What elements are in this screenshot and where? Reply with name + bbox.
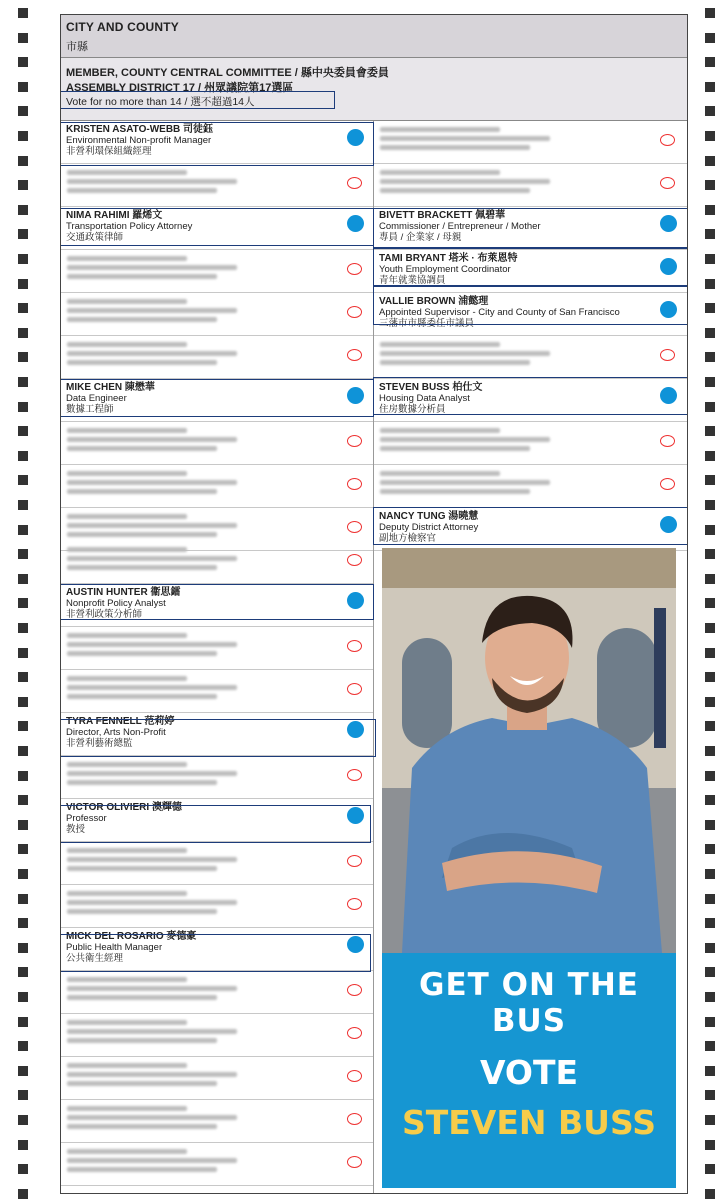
vote-oval[interactable]: [660, 134, 675, 146]
candidate-title: Director, Arts Non-Profit: [66, 727, 166, 738]
obscured-text: [380, 342, 550, 369]
candidate-row-obscured[interactable]: [61, 541, 373, 584]
candidate-row-obscured[interactable]: [61, 422, 373, 465]
timing-mark: [705, 598, 715, 608]
timing-mark: [705, 771, 715, 781]
timing-mark: [705, 426, 715, 436]
candidate-title: Transportation Policy Attorney: [66, 221, 193, 232]
timing-mark: [705, 918, 715, 928]
timing-mark: [18, 131, 28, 141]
timing-mark: [705, 795, 715, 805]
timing-mark: [18, 623, 28, 633]
timing-mark: [18, 352, 28, 362]
candidate-row-obscured[interactable]: [61, 293, 373, 336]
timing-mark: [18, 180, 28, 190]
timing-mark: [18, 1041, 28, 1051]
timing-mark: [705, 549, 715, 559]
vote-oval[interactable]: [347, 898, 362, 910]
timing-mark: [705, 106, 715, 116]
timing-mark: [705, 820, 715, 830]
candidate-row-obscured[interactable]: [374, 164, 687, 207]
candidate-title-zh: 交通政策律師: [66, 232, 124, 243]
vote-oval[interactable]: [347, 554, 362, 566]
obscured-text: [380, 170, 550, 197]
obscured-text: [67, 170, 237, 197]
selection-box: [373, 208, 688, 248]
section-header: [61, 15, 687, 58]
timing-mark: [705, 894, 715, 904]
timing-mark: [18, 156, 28, 166]
timing-mark: [705, 967, 715, 977]
vote-oval[interactable]: [347, 521, 362, 533]
candidate-name: KRISTEN ASATO-WEBB 司徒鈺: [66, 124, 214, 135]
selection-box: [373, 248, 688, 286]
timing-mark: [705, 1115, 715, 1125]
timing-mark: [18, 57, 28, 67]
timing-mark: [18, 82, 28, 92]
timing-mark: [18, 475, 28, 485]
timing-mark: [18, 648, 28, 658]
obscured-text: [380, 127, 550, 154]
promo-candidate: STEVEN BUSS: [401, 1103, 656, 1142]
selection-box: [373, 507, 688, 545]
timing-mark: [705, 697, 715, 707]
obscured-text: [67, 547, 237, 574]
vote-oval[interactable]: [347, 349, 362, 361]
candidate-row-obscured[interactable]: [61, 1057, 373, 1100]
timing-mark: [18, 328, 28, 338]
candidate-name: VALLIE BROWN 浦懿理: [379, 296, 489, 307]
candidate-row-obscured[interactable]: [61, 756, 373, 799]
obscured-text: [67, 428, 237, 455]
obscured-text: [67, 514, 237, 541]
selection-box: [60, 805, 371, 843]
candidate-name: TAMI BRYANT 塔米 · 布萊恩特: [379, 253, 518, 264]
candidate-name: STEVEN BUSS 柏仕文: [379, 382, 483, 393]
candidate-row-obscured[interactable]: [374, 121, 687, 164]
candidate-title: Environmental Non-profit Manager: [66, 135, 212, 146]
candidate-title: Commissioner / Entrepreneur / Mother: [379, 221, 541, 232]
timing-mark: [18, 943, 28, 953]
timing-mark: [705, 205, 715, 215]
district-title: ASSEMBLY DISTRICT 17 / 州眾議院第17選區: [66, 82, 294, 94]
obscured-text: [380, 471, 550, 498]
vote-oval[interactable]: [660, 478, 675, 490]
timing-mark: [705, 1041, 715, 1051]
timing-mark: [18, 697, 28, 707]
vote-oval[interactable]: [347, 177, 362, 189]
timing-mark: [705, 8, 715, 18]
timing-mark: [705, 525, 715, 535]
vote-oval[interactable]: [660, 177, 675, 189]
section-title-zh: 市縣: [66, 41, 88, 53]
timing-mark: [18, 672, 28, 682]
candidate-row-obscured[interactable]: [374, 422, 687, 465]
vote-oval[interactable]: [347, 306, 362, 318]
timing-mark: [18, 451, 28, 461]
timing-mark: [18, 1090, 28, 1100]
vote-oval[interactable]: [347, 640, 362, 652]
candidate-title: Housing Data Analyst: [379, 393, 470, 404]
contest-title: MEMBER, COUNTY CENTRAL COMMITTEE / 縣中央委員會委員: [66, 67, 389, 79]
timing-mark: [18, 377, 28, 387]
timing-mark: [705, 869, 715, 879]
candidate-row-obscured[interactable]: [61, 1014, 373, 1057]
vote-instruction: Vote for no more than 14 / 選不超過14人: [66, 96, 255, 108]
candidate-name: VICTOR OLIVIERI 澳輝德: [66, 802, 182, 813]
timing-mark: [18, 869, 28, 879]
timing-mark: [705, 451, 715, 461]
timing-mark: [705, 721, 715, 731]
selection-box: [60, 719, 376, 757]
timing-mark: [18, 574, 28, 584]
timing-mark: [705, 180, 715, 190]
timing-mark: [705, 648, 715, 658]
selection-box: [60, 584, 374, 620]
timing-marks-right: [705, 0, 719, 1200]
candidate-row-obscured[interactable]: [61, 670, 373, 713]
candidate-row-obscured[interactable]: [61, 465, 373, 508]
candidate-name: NANCY TUNG 湯曉慧: [379, 511, 479, 522]
vote-oval[interactable]: [347, 683, 362, 695]
timing-mark: [705, 131, 715, 141]
candidate-row-obscured[interactable]: [61, 164, 373, 207]
candidate-title-zh: 數據工程師: [66, 404, 114, 415]
candidate-name: MICK DEL ROSARIO 麥德豪: [66, 931, 197, 942]
timing-mark: [18, 229, 28, 239]
candidate-title: Nonprofit Policy Analyst: [66, 598, 166, 609]
timing-mark: [18, 918, 28, 928]
vote-oval[interactable]: [347, 769, 362, 781]
vote-oval[interactable]: [347, 855, 362, 867]
timing-mark: [705, 623, 715, 633]
obscured-text: [67, 891, 237, 918]
candidate-title-zh: 專員 / 企業家 / 母親: [379, 232, 462, 243]
candidate-photo: [382, 548, 676, 953]
candidate-row-obscured[interactable]: [61, 250, 373, 293]
timing-mark: [18, 303, 28, 313]
obscured-text: [67, 762, 237, 789]
obscured-text: [67, 848, 237, 875]
timing-mark: [18, 1066, 28, 1076]
candidate-title-zh: 非營利政策分析師: [66, 609, 143, 620]
timing-mark: [18, 1140, 28, 1150]
timing-mark: [705, 279, 715, 289]
timing-mark: [18, 8, 28, 18]
vote-oval[interactable]: [347, 1070, 362, 1082]
timing-mark: [18, 992, 28, 1002]
vote-oval[interactable]: [660, 349, 675, 361]
obscured-text: [67, 471, 237, 498]
candidate-row-obscured[interactable]: [61, 842, 373, 885]
contest-header: [61, 58, 687, 121]
candidate-row-obscured[interactable]: [61, 1143, 373, 1186]
timing-mark: [18, 500, 28, 510]
timing-mark: [18, 1115, 28, 1125]
instruction-highlight-box: [60, 91, 335, 109]
obscured-text: [67, 1106, 237, 1133]
candidate-title: Youth Employment Coordinator: [379, 264, 511, 275]
timing-mark: [705, 328, 715, 338]
vote-oval[interactable]: [347, 1156, 362, 1168]
candidate-title-zh: 教授: [66, 824, 86, 835]
timing-mark: [705, 844, 715, 854]
candidate-title-zh: 三藩市市縣委任市議員: [379, 318, 475, 329]
timing-mark: [18, 205, 28, 215]
candidate-title: Appointed Supervisor - City and County of San Francisco: [379, 307, 620, 318]
timing-mark: [18, 598, 28, 608]
candidate-row-obscured[interactable]: [61, 336, 373, 379]
timing-mark: [705, 500, 715, 510]
selection-box: [373, 286, 688, 325]
candidate-row-obscured[interactable]: [61, 885, 373, 928]
timing-mark: [705, 672, 715, 682]
timing-mark: [705, 254, 715, 264]
obscured-text: [67, 299, 237, 326]
timing-mark: [705, 1189, 715, 1199]
timing-mark: [18, 721, 28, 731]
obscured-text: [67, 1063, 237, 1090]
timing-mark: [18, 33, 28, 43]
timing-mark: [18, 549, 28, 559]
obscured-text: [67, 676, 237, 703]
vote-oval[interactable]: [347, 478, 362, 490]
obscured-text: [380, 428, 550, 455]
selection-box: [60, 122, 374, 166]
selection-box: [60, 934, 371, 972]
obscured-text: [67, 977, 237, 1004]
candidate-title-zh: 公共衛生經理: [66, 953, 124, 964]
candidate-title: Professor: [66, 813, 107, 824]
timing-mark: [705, 992, 715, 1002]
timing-mark: [18, 820, 28, 830]
candidate-name: BIVETT BRACKETT 佩碧華: [379, 210, 506, 221]
timing-mark: [705, 1017, 715, 1027]
timing-marks-left: [18, 0, 32, 1200]
obscured-text: [67, 1020, 237, 1047]
vote-oval[interactable]: [347, 1027, 362, 1039]
timing-mark: [18, 771, 28, 781]
vote-oval[interactable]: [347, 984, 362, 996]
candidate-name: NIMA RAHIMI 羅烯文: [66, 210, 163, 221]
obscured-text: [67, 633, 237, 660]
candidate-name: TYRA FENNELL 范莉婷: [66, 716, 175, 727]
timing-mark: [705, 574, 715, 584]
candidate-name: MIKE CHEN 陳懋華: [66, 382, 155, 393]
timing-mark: [705, 1090, 715, 1100]
timing-mark: [705, 229, 715, 239]
candidate-photo-illustration: [382, 548, 676, 953]
timing-mark: [705, 156, 715, 166]
timing-mark: [705, 303, 715, 313]
candidate-row-obscured[interactable]: [374, 336, 687, 379]
timing-mark: [18, 402, 28, 412]
candidate-title: Deputy District Attorney: [379, 522, 479, 533]
candidate-row-obscured[interactable]: [61, 1100, 373, 1143]
timing-mark: [705, 1164, 715, 1174]
candidate-title-zh: 非營利環保組織經理: [66, 146, 152, 157]
promo-vote: VOTE: [479, 1053, 579, 1092]
candidate-title: Data Engineer: [66, 393, 127, 404]
candidate-row-obscured[interactable]: [61, 971, 373, 1014]
candidate-title-zh: 副地方檢察官: [379, 533, 437, 544]
candidate-title-zh: 非營利藝術總監: [66, 738, 133, 749]
timing-mark: [18, 1164, 28, 1174]
obscured-text: [67, 256, 237, 283]
vote-oval[interactable]: [660, 435, 675, 447]
timing-mark: [705, 377, 715, 387]
timing-mark: [18, 844, 28, 854]
timing-mark: [18, 106, 28, 116]
timing-mark: [18, 1017, 28, 1027]
timing-mark: [18, 894, 28, 904]
section-title: CITY AND COUNTY: [66, 20, 180, 34]
timing-mark: [18, 525, 28, 535]
timing-mark: [705, 746, 715, 756]
timing-mark: [18, 795, 28, 805]
candidate-title-zh: 青年就業協調員: [379, 275, 446, 286]
timing-mark: [705, 82, 715, 92]
timing-mark: [705, 352, 715, 362]
candidate-row-obscured[interactable]: [374, 465, 687, 508]
timing-mark: [705, 33, 715, 43]
timing-mark: [705, 402, 715, 412]
timing-mark: [18, 426, 28, 436]
vote-oval[interactable]: [347, 263, 362, 275]
vote-oval[interactable]: [347, 435, 362, 447]
vote-oval[interactable]: [347, 1113, 362, 1125]
promo-headline: GET ON THE BUS: [419, 967, 639, 1039]
timing-mark: [705, 1140, 715, 1150]
obscured-text: [67, 1149, 237, 1176]
selection-box: [373, 377, 688, 415]
obscured-text: [67, 342, 237, 369]
candidate-title-zh: 住房數據分析員: [379, 404, 446, 415]
selection-box: [60, 379, 374, 417]
timing-mark: [705, 57, 715, 67]
candidate-name: AUSTIN HUNTER 衞思鐳: [66, 587, 181, 598]
candidate-row-obscured[interactable]: [61, 627, 373, 670]
timing-mark: [18, 254, 28, 264]
timing-mark: [705, 943, 715, 953]
timing-mark: [18, 279, 28, 289]
timing-mark: [705, 475, 715, 485]
timing-mark: [705, 1066, 715, 1076]
timing-mark: [18, 967, 28, 977]
selection-box: [60, 208, 374, 246]
timing-mark: [18, 1189, 28, 1199]
candidate-title: Public Health Manager: [66, 942, 163, 953]
campaign-promo: [382, 953, 676, 1188]
timing-mark: [18, 746, 28, 756]
